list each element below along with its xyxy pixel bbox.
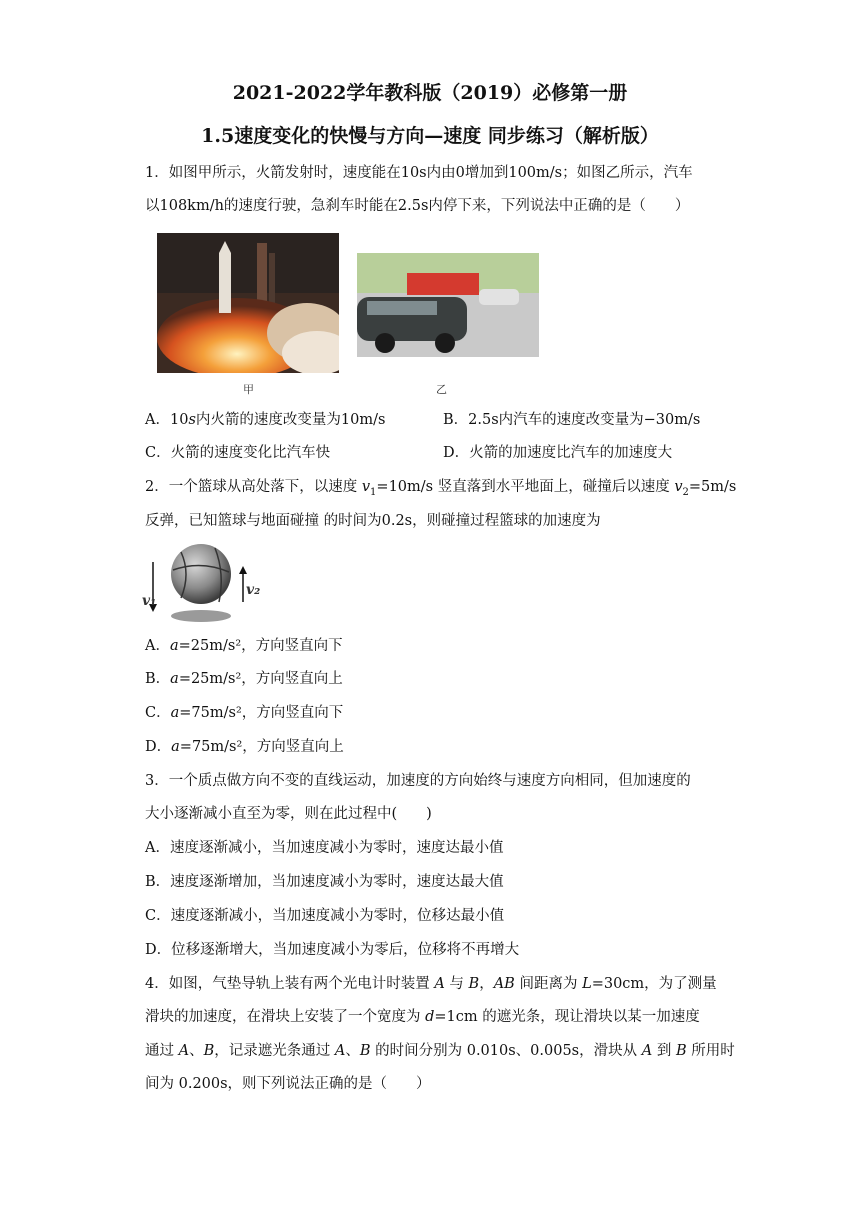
q3-option-c: C．速度逐渐减小，当加速度减小为零时，位移达最小值 xyxy=(145,908,505,924)
q3-option-b: B．速度逐渐增加，当加速度减小为零时，速度达最大值 xyxy=(145,874,504,890)
braking-car-image xyxy=(357,253,539,357)
v1-label: v₁ xyxy=(142,593,157,609)
q3-option-d: D．位移逐渐增大，当加速度减小为零后，位移将不再增大 xyxy=(145,942,520,958)
q4-stem-line3: 通过 A、B，记录遮光条通过 A、B 的时间分别为 0.010s、0.005s，滑块从 A 到 B 所用时 xyxy=(145,1043,735,1059)
q2-option-d: D．a=75m/s²，方向竖直向上 xyxy=(145,739,344,755)
document-title: 2021-2022学年教科版（2019）必修第一册 xyxy=(232,82,628,104)
q4-stem-line4: 间为 0.200s，则下列说法正确的是（ ） xyxy=(145,1076,431,1092)
q4-stem-line1: 4．如图，气垫导轨上装有两个光电计时装置 A 与 B，AB 间距离为 L=30cm，为了测量 xyxy=(145,976,717,992)
q3-stem-line2: 大小逐渐减小直至为零，则在此过程中( ) xyxy=(145,806,432,822)
q2-option-a: A．a=25m/s²，方向竖直向下 xyxy=(145,638,343,654)
q4-stem-line2: 滑块的加速度，在滑块上安装了一个宽度为 d=1cm 的遮光条，现让滑块以某一加速度 xyxy=(145,1009,700,1025)
q3-stem-line1: 3．一个质点做方向不变的直线运动，加速度的方向始终与速度方向相同，但加速度的 xyxy=(145,773,691,789)
q2-option-c: C．a=75m/s²，方向竖直向下 xyxy=(145,705,344,721)
v2-label: v₂ xyxy=(246,582,261,598)
q3-option-a: A．速度逐渐减小，当加速度减小为零时，速度达最小值 xyxy=(145,840,504,856)
q2-stem-line2: 反弹，已知篮球与地面碰撞 的时间为0.2s，则碰撞过程篮球的加速度为 xyxy=(145,513,601,529)
q1-option-c: C．火箭的速度变化比汽车快 xyxy=(145,445,331,461)
q1-option-b: B．2.5s内汽车的速度改变量为−30m/s xyxy=(443,412,701,428)
q2-option-b: B．a=25m/s²，方向竖直向上 xyxy=(145,671,343,687)
caption-jia: 甲 xyxy=(243,383,254,396)
q2-stem-line1: 2．一个篮球从高处落下，以速度 $v_1=10m/s$ 竖直落到水平地面上，碰撞后以速度 $v_2=5m/s$ xyxy=(145,479,737,498)
caption-yi: 乙 xyxy=(436,383,447,396)
document-subtitle: 1.5速度变化的快慢与方向—速度 同步练习（解析版） xyxy=(201,125,659,147)
q1-option-a: A．10s内火箭的速度改变量为10m/s xyxy=(145,412,386,428)
q1-option-d: D．火箭的加速度比汽车的加速度大 xyxy=(443,445,673,461)
q1-stem-line1: 1．如图甲所示，火箭发射时，速度能在10s内由0增加到100m/s；如图乙所示，汽车 xyxy=(145,165,693,181)
q1-stem-line2: 以108km/h的速度行驶，急刹车时能在2.5s内停下来，下列说法中正确的是（ ） xyxy=(145,198,690,214)
rocket-launch-image xyxy=(157,233,339,373)
